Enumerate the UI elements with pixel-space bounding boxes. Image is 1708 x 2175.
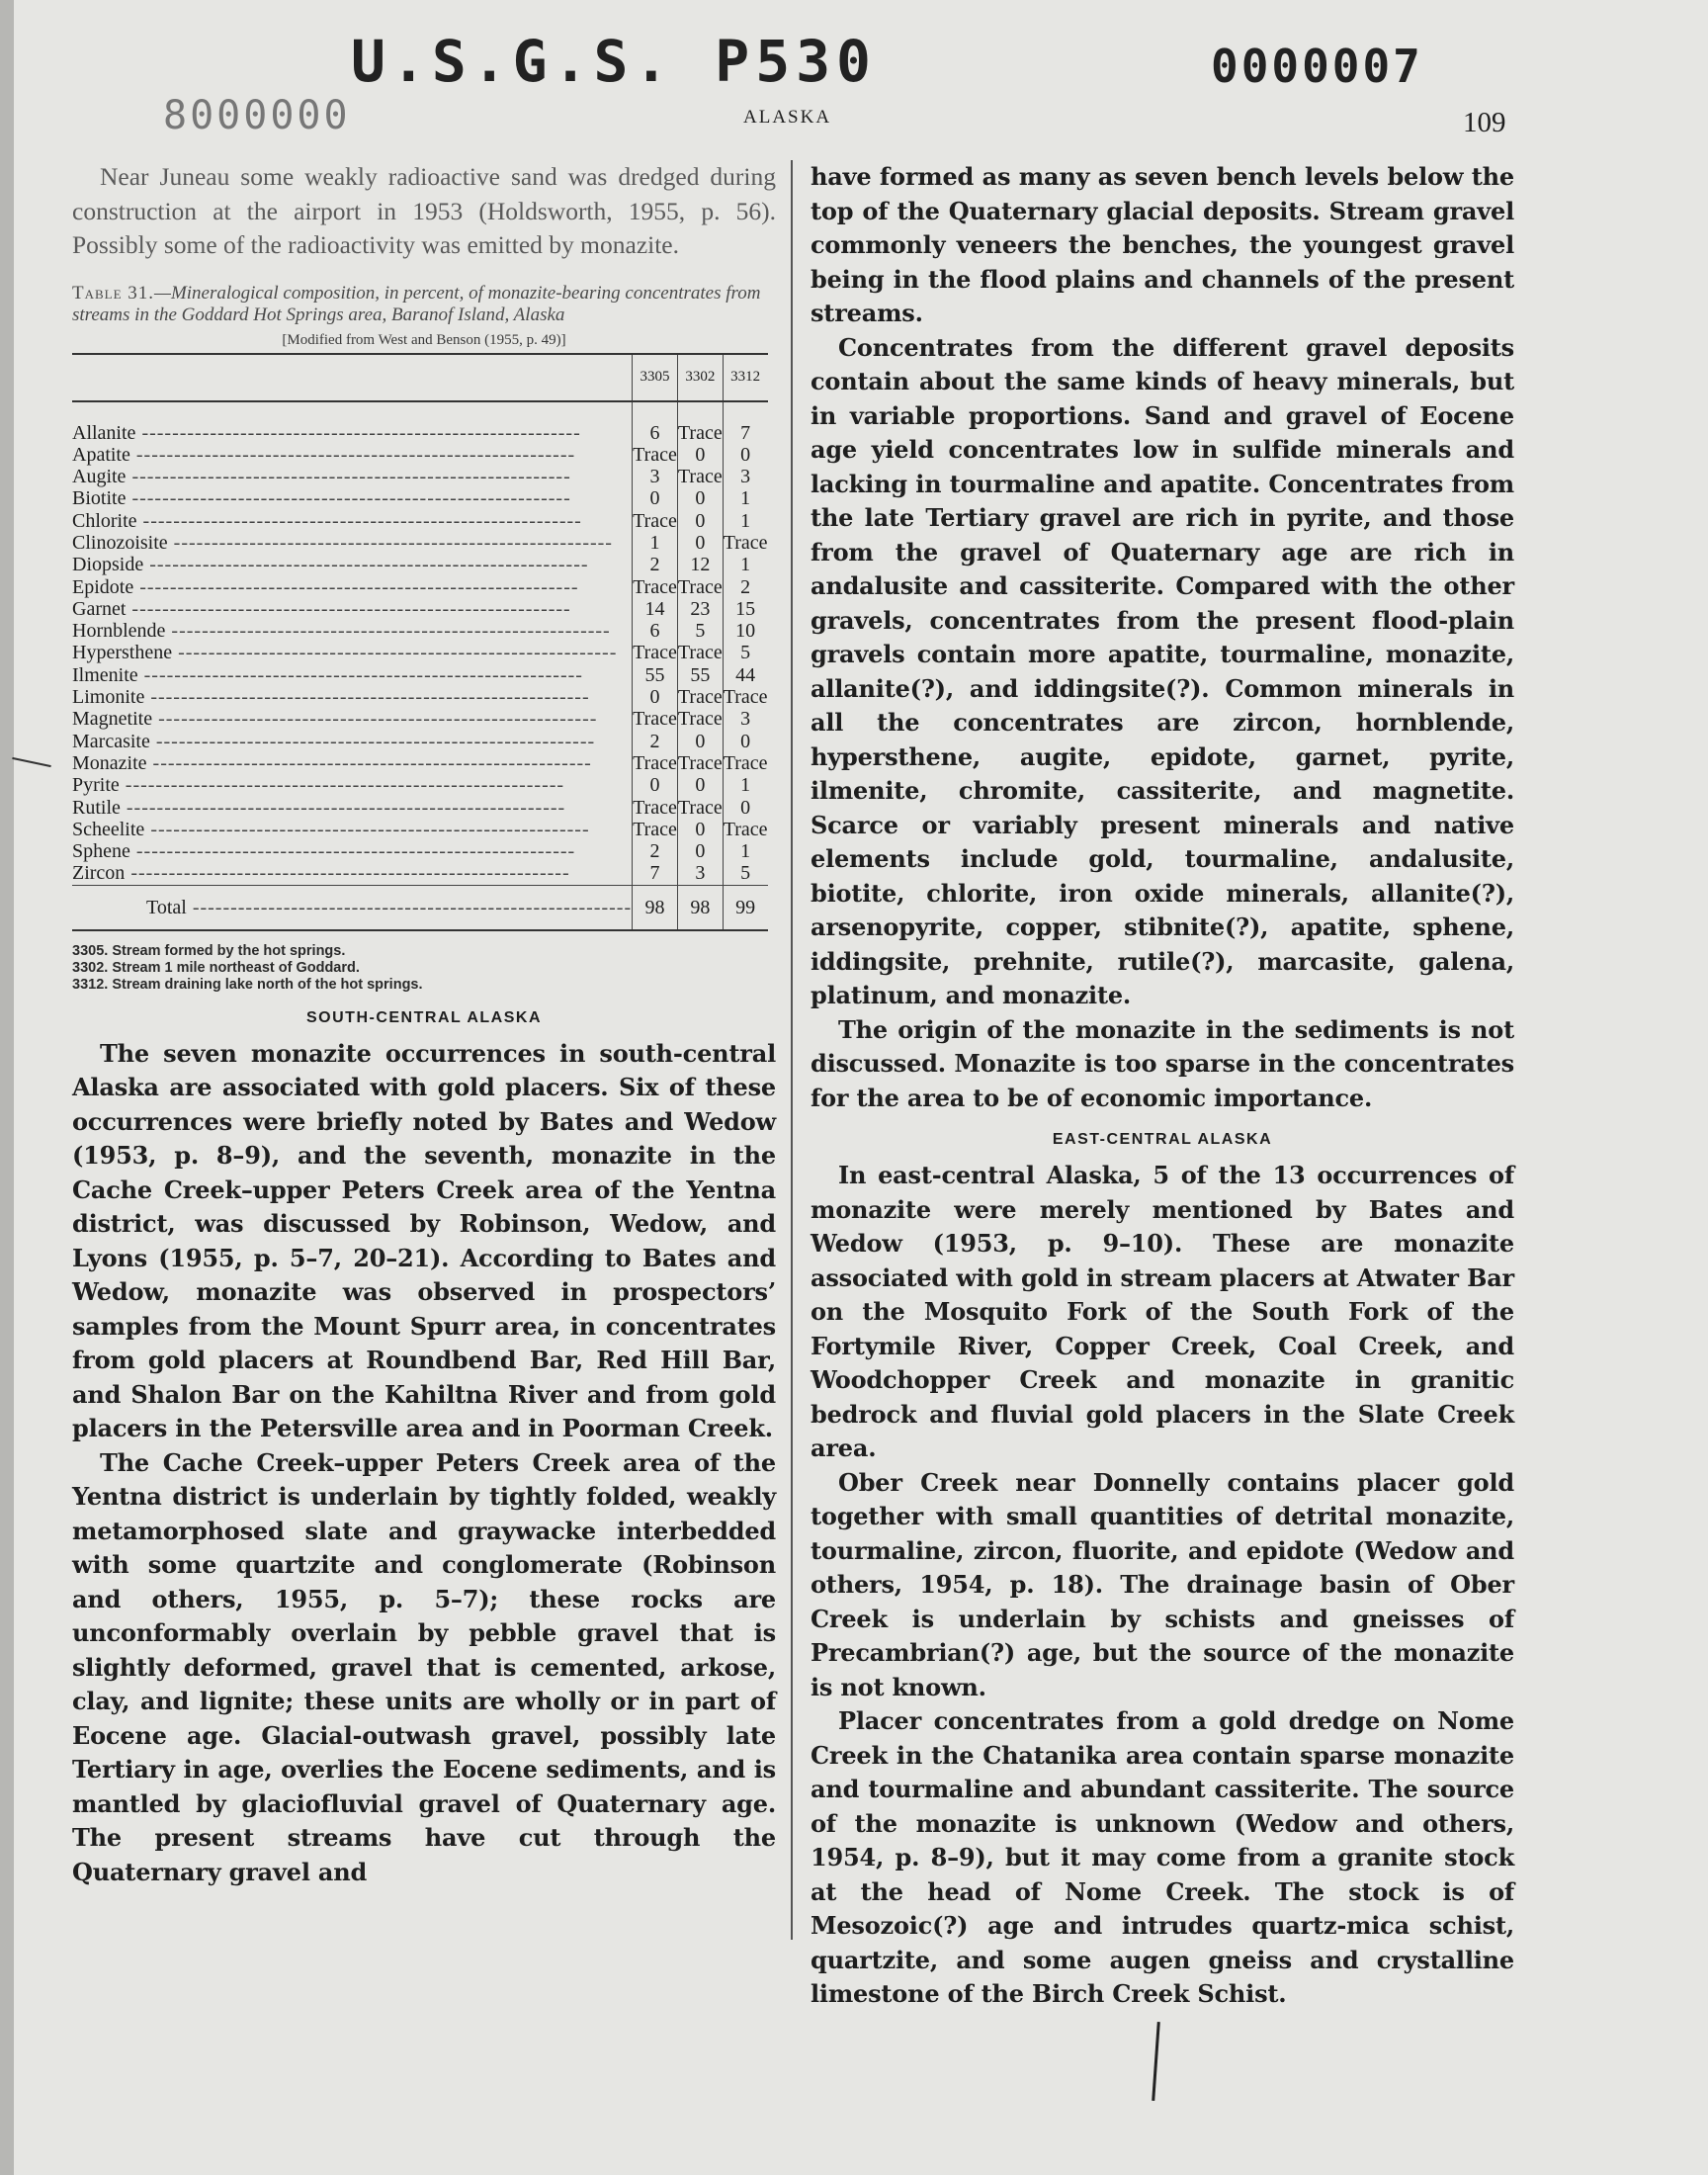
table-cell: 0 bbox=[723, 731, 767, 752]
body-paragraph: The seven monazite occurrences in south-central Alaska are associated with gold placers. Six of these occurrences were briefly noted by Bates and Wedow (1953, p. 8–9), and the seventh, monazite in the Cache Creek–upper Peters Creek area of the Yentna district, was discussed by Robinson, Wedow, and Lyons (1955, p. 5–7, 20–21). According to Bates and Wedow, monazite was observed in prospectors’ samples from the Mount Spurr area, in concentrates from gold placers at Roundbend Bar, Red Hill Bar, and Shalon Bar on the Kahiltna River and from gold placers in the Petersville area and in Poorman Creek. bbox=[72, 1038, 776, 1443]
handwritten-title: U.S.G.S. P530 bbox=[351, 28, 877, 95]
mineral-name: Scheelite ----- bbox=[72, 819, 633, 840]
table-cell: 6 bbox=[633, 401, 678, 444]
table-cell: Trace bbox=[677, 401, 723, 444]
table-label: Table 31. bbox=[72, 282, 155, 304]
section-heading-south-central: SOUTH-CENTRAL ALASKA bbox=[306, 1008, 542, 1026]
table-cell: Trace bbox=[677, 751, 723, 774]
mineral-name: Augite ----- bbox=[72, 466, 633, 487]
table-cell: Trace bbox=[677, 796, 723, 819]
mineral-name: Epidote ----- bbox=[72, 576, 633, 598]
table-row bbox=[72, 664, 768, 686]
table-cell: Trace bbox=[633, 509, 677, 532]
table-cell: 3 bbox=[677, 862, 723, 885]
mineral-name: Rutile ----- bbox=[72, 797, 633, 819]
footnote: 3312. Stream draining lake north of the hot springs. bbox=[72, 976, 423, 993]
table-cell: 44 bbox=[723, 664, 767, 686]
table-row bbox=[72, 620, 768, 642]
table-cell: 3 bbox=[723, 708, 767, 730]
table-caption-text: —Mineralogical composition, in percent, of monazite-bearing concentrates from streams in the Goddard Hot Springs area, Baranof Island, Alaska bbox=[72, 282, 761, 325]
table-row bbox=[72, 598, 768, 620]
table-cell: Trace bbox=[677, 575, 723, 598]
table-cell: 0 bbox=[677, 840, 723, 862]
body-paragraph: In east-central Alaska, 5 of the 13 occurrences of monazite were merely mentioned by Bates and Wedow (1953, p. 9–10). These are monazite associated with gold in stream placers at Atwater Bar on the Mosquito Fork of the South Fork of the Fortymile River, Copper Creek, Coal Creek, and Woodchopper Creek and monazite in granitic bedrock and fluvial gold placers in the Slate Creek area. bbox=[811, 1161, 1514, 1462]
table-cell: 5 bbox=[677, 620, 723, 642]
table-header-blank bbox=[72, 354, 633, 401]
table-cell: 2 bbox=[723, 576, 767, 598]
table-cell: 2 bbox=[633, 840, 678, 862]
section-heading-east-central: EAST-CENTRAL ALASKA bbox=[1052, 1131, 1273, 1148]
page-number: 109 bbox=[1463, 107, 1506, 138]
table-cell: Trace bbox=[677, 686, 723, 709]
mineral-name: Limonite ----- bbox=[72, 686, 633, 708]
continued-paragraph: have formed as many as seven bench levels below the top of the Quaternary glacial deposits. Stream gravel commonly veneers the benches, the youngest gravel being in the flood plains and channels of the present streams. bbox=[811, 162, 1514, 327]
table-cell: 0 bbox=[677, 487, 723, 509]
right-column bbox=[811, 160, 1514, 2012]
table-row bbox=[72, 708, 768, 730]
table-cell: Trace bbox=[633, 708, 677, 731]
table-row bbox=[72, 731, 768, 752]
mineral-name: Pyrite ----- bbox=[72, 774, 633, 796]
table-cell: Trace bbox=[677, 642, 723, 664]
table-row bbox=[72, 444, 768, 466]
table-cell: 0 bbox=[633, 686, 678, 708]
mineral-name: Biotite ----- bbox=[72, 487, 633, 509]
mineral-name: Zircon ----- bbox=[72, 862, 633, 885]
mineral-table bbox=[72, 353, 768, 931]
table-cell: 0 bbox=[677, 819, 723, 840]
table-row bbox=[72, 576, 768, 598]
table-cell: 0 bbox=[677, 510, 723, 532]
table-cell: 0 bbox=[677, 774, 723, 796]
mineral-name: Hornblende ----- bbox=[72, 620, 633, 642]
table-cell: 14 bbox=[633, 598, 678, 620]
table-cell: Trace bbox=[723, 531, 768, 554]
table-footnotes bbox=[72, 943, 776, 994]
scan-edge bbox=[0, 0, 14, 2175]
table-cell: 1 bbox=[633, 532, 678, 554]
table-cell: 0 bbox=[677, 532, 723, 554]
intro-paragraph: Near Juneau some weakly radioactive sand was dredged during construction at the airport in 1953 (Holdsworth, 1955, p. 56). Possibly some of the radioactivity was emitted by monazite. bbox=[72, 162, 776, 259]
table-cell: 6 bbox=[633, 620, 678, 642]
table-total-row bbox=[72, 885, 768, 930]
mineral-name: Hypersthene ----- bbox=[72, 642, 633, 663]
table-cell: 7 bbox=[723, 401, 767, 444]
table-row bbox=[72, 797, 768, 819]
total-cell: 98 bbox=[677, 885, 723, 930]
mineral-table-body bbox=[72, 401, 768, 930]
mineral-name: Clinozoisite ----- bbox=[72, 532, 633, 554]
table-cell: 10 bbox=[723, 620, 767, 642]
table-cell: 1 bbox=[723, 774, 767, 796]
mineral-name: Allanite ----- bbox=[72, 401, 633, 444]
table-cell: Trace bbox=[633, 443, 677, 466]
body-paragraph: Ober Creek near Donnelly contains placer gold together with small quantities of detrital monazite, tourmaline, zircon, fluorite, and epidote (Wedow and others, 1954, p. 18). The drainage basin of Ober Creek is underlain by schists and gneisses of Precambrian(?) age, but the source of the monazite is not known. bbox=[811, 1467, 1514, 1701]
table-cell: 0 bbox=[677, 731, 723, 752]
table-cell: 3 bbox=[633, 466, 678, 487]
table-cell: 5 bbox=[723, 642, 767, 663]
table-row bbox=[72, 487, 768, 509]
table-cell: Trace bbox=[633, 751, 677, 774]
mineral-name: Garnet ----- bbox=[72, 598, 633, 620]
total-label: Total ----- bbox=[72, 885, 633, 930]
mineral-name: Monazite ----- bbox=[72, 752, 633, 774]
table-cell: Trace bbox=[677, 708, 723, 731]
table-cell: 1 bbox=[723, 487, 767, 509]
table-row bbox=[72, 554, 768, 575]
column-divider bbox=[791, 160, 793, 1940]
table-row bbox=[72, 819, 768, 840]
body-paragraph: Concentrates from the different gravel deposits contain about the same kinds of heavy minerals, but in variable proportions. Sand and gravel of Eocene age yield concentrates low in sulfide minerals and lacking in tourmaline and apatite. Concentrates from the late Tertiary gravel are rich in pyrite, and those from the gravel of Quaternary age are rich in andalusite and cassiterite. Compared with the other gravels, concentrates from the present flood-plain gravels contain more apatite, tourmaline, monazite, allanite(?), and iddingsite(?). Common minerals in all the concentrates are zircon, hornblende, hypersthene, augite, epidote, garnet, pyrite, ilmenite, chromite, cassiterite, and magnetite. Scarce or variably present minerals and native elements include gold, tourmaline, andalusite, biotite, chlorite, iron oxide minerals, allanite(?), arsenopyrite, copper, stibnite(?), apatite, sphene, iddingsite, prehnite, rutile(?), marcasite, galena, platinum, and monazite. bbox=[811, 332, 1514, 1009]
handwritten-number-left: 8000000 bbox=[163, 93, 351, 138]
table-cell: 1 bbox=[723, 510, 767, 532]
mineral-name: Magnetite ----- bbox=[72, 708, 633, 730]
table-cell: 1 bbox=[723, 840, 767, 862]
mineral-name: Apatite ----- bbox=[72, 444, 633, 466]
table-row bbox=[72, 686, 768, 708]
table-cell: 0 bbox=[723, 444, 767, 466]
table-cell: 12 bbox=[677, 554, 723, 575]
table-row bbox=[72, 752, 768, 774]
table-cell: 7 bbox=[633, 862, 678, 885]
left-column bbox=[72, 160, 776, 1889]
body-paragraph: Placer concentrates from a gold dredge on Nome Creek in the Chatanika area contain sparse monazite and tourmaline and abundant cassiterite. The source of the monazite is unknown (Wedow and others, 1954, p. 8–9), but it may come from a granite stock at the head of Nome Creek. The stock is of Mesozoic(?) age and intrudes quartz-mica schist, quartzite, and some augen gneiss and crystalline limestone of the Birch Creek Schist. bbox=[811, 1706, 1514, 2008]
table-cell: 1 bbox=[723, 554, 767, 575]
table-cell: 2 bbox=[633, 731, 678, 752]
mineral-name: Chlorite ----- bbox=[72, 510, 633, 532]
table-row bbox=[72, 510, 768, 532]
table-column-header: 3305 bbox=[633, 354, 678, 401]
table-cell: Trace bbox=[633, 818, 677, 840]
handwritten-number-right: 0000007 bbox=[1211, 40, 1423, 93]
footnote: 3305. Stream formed by the hot springs. bbox=[72, 942, 346, 959]
total-cell: 98 bbox=[633, 885, 678, 930]
table-cell: 15 bbox=[723, 598, 767, 620]
table-row bbox=[72, 401, 768, 444]
table-cell: Trace bbox=[633, 796, 677, 819]
table-cell: 55 bbox=[633, 664, 678, 686]
body-paragraph: The origin of the monazite in the sediments is not discussed. Monazite is too sparse in the concentrates for the area to be of economic importance. bbox=[811, 1014, 1514, 1112]
table-column-header: 3312 bbox=[723, 354, 767, 401]
table-caption bbox=[72, 283, 776, 326]
footnote: 3302. Stream 1 mile northeast of Goddard. bbox=[72, 959, 360, 976]
table-cell: 5 bbox=[723, 862, 767, 885]
table-cell: 0 bbox=[677, 444, 723, 466]
table-cell: 23 bbox=[677, 598, 723, 620]
table-source: [Modified from West and Benson (1955, p. 49)] bbox=[282, 331, 566, 348]
table-column-header: 3302 bbox=[677, 354, 723, 401]
table-row bbox=[72, 774, 768, 796]
table-cell: 3 bbox=[723, 466, 767, 487]
table-cell: Trace bbox=[723, 818, 768, 840]
table-cell: Trace bbox=[633, 642, 677, 664]
table-cell: 2 bbox=[633, 554, 678, 575]
mineral-name: Ilmenite ----- bbox=[72, 664, 633, 686]
table-row bbox=[72, 466, 768, 487]
table-row bbox=[72, 532, 768, 554]
table-row bbox=[72, 840, 768, 862]
table-cell: 0 bbox=[633, 774, 678, 796]
running-head: ALASKA bbox=[743, 107, 832, 128]
body-paragraph: The Cache Creek–upper Peters Creek area of the Yentna district is underlain by tightly folded, weakly metamorphosed slate and graywacke interbedded with some quartzite and conglomerate (Robinson and others, 1955, p. 5–7); these rocks are unconformably overlain by pebble gravel that is slightly deformed, gravel that is cemented, arkose, clay, and lignite; these units are wholly or in part of Eocene age. Glacial-outwash gravel, possibly late Tertiary in age, overlies the Eocene sediments, and is mantled by glaciofluvial gravel of Quaternary age. The present streams have cut through the Quaternary gravel and bbox=[72, 1447, 776, 1886]
table-row bbox=[72, 862, 768, 885]
total-cell: 99 bbox=[723, 885, 767, 930]
table-cell: Trace bbox=[723, 686, 768, 709]
mineral-name: Sphene ----- bbox=[72, 840, 633, 862]
table-cell: Trace bbox=[633, 575, 677, 598]
mineral-name: Marcasite ----- bbox=[72, 731, 633, 752]
table-cell: 0 bbox=[723, 797, 767, 819]
table-row bbox=[72, 642, 768, 663]
table-cell: Trace bbox=[677, 466, 723, 488]
table-cell: Trace bbox=[723, 751, 768, 774]
mineral-name: Diopside ----- bbox=[72, 554, 633, 575]
table-cell: 55 bbox=[677, 664, 723, 686]
table-cell: 0 bbox=[633, 487, 678, 509]
